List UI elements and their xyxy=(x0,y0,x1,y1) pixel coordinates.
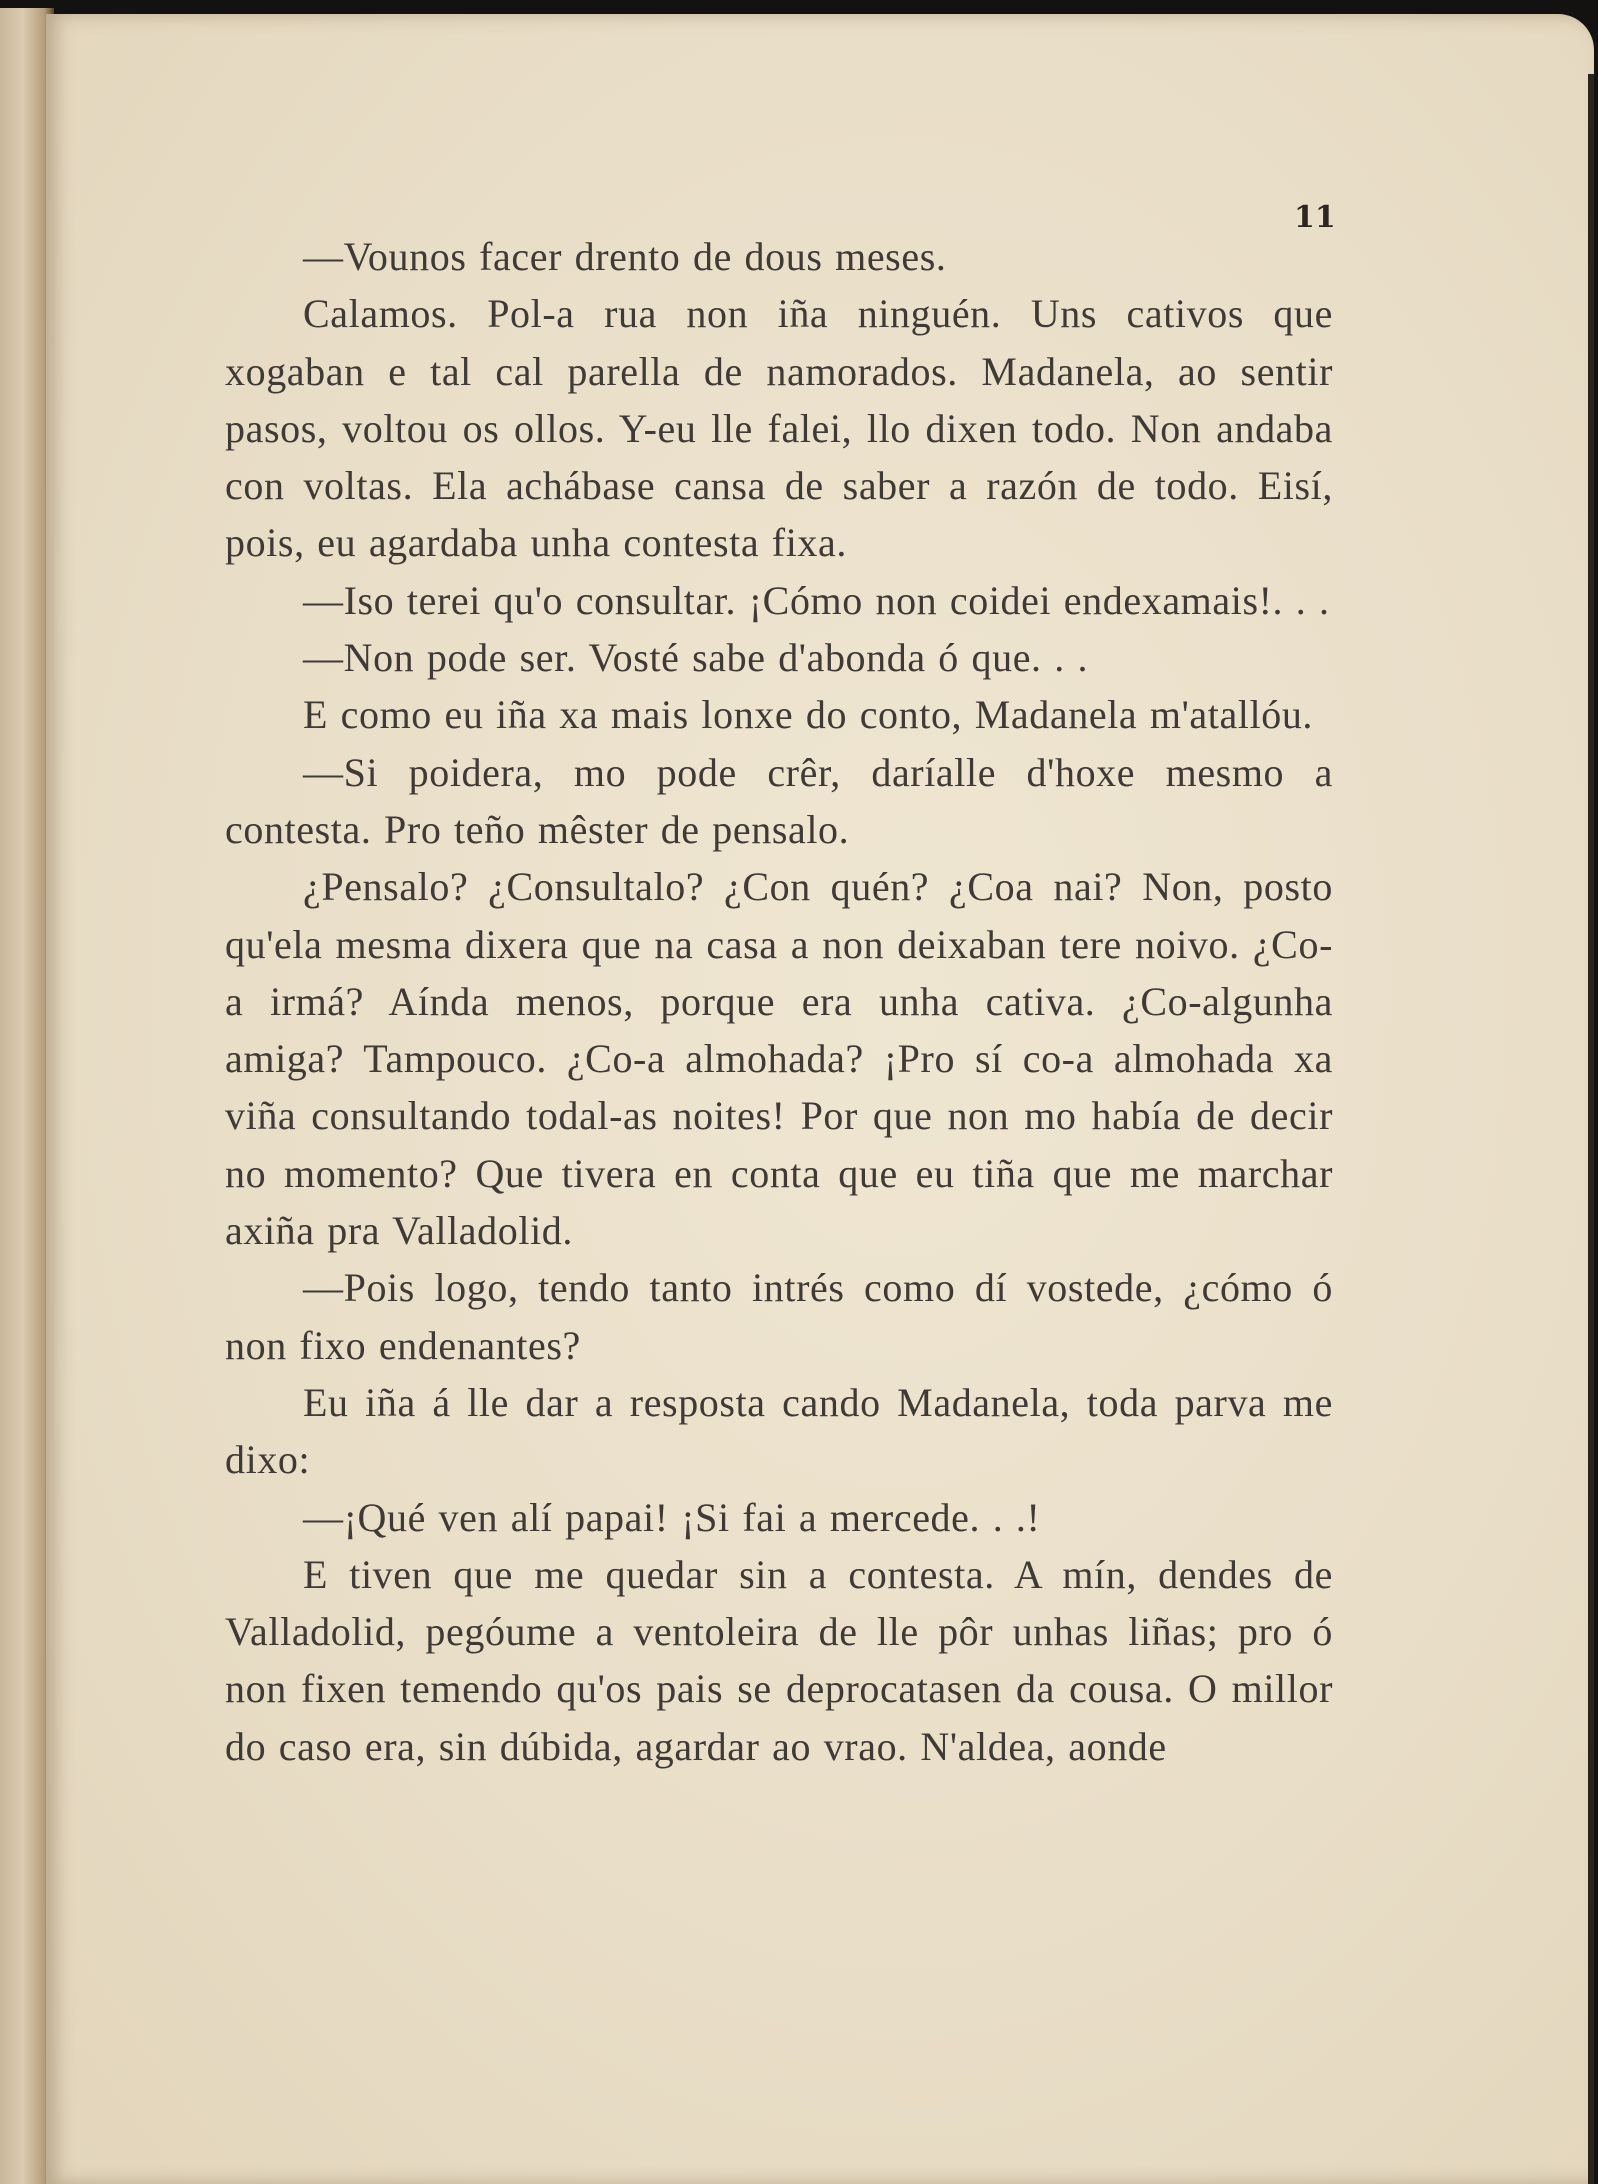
paragraph: E tiven que me quedar sin a contesta. A mín, dendes de Valladolid, pegóume a ventoleira de lle pôr unhas liñas; pro ó non fixen temendo qu'os pais se deprocatasen da cousa. O millor do caso era, sin dúbida, agardar ao vrao. N'aldea, aonde xyxy=(225,1551,1333,1769)
paragraph: —Pois logo, tendo tanto intrés como dí vostede, ¿cómo ó non fixo endenantes? xyxy=(225,1265,1333,1368)
page-right-shadow xyxy=(1588,74,1594,2184)
paragraph: —Si poidera, mo pode crêr, daríalle d'hoxe mesmo a contesta. Pro teño mêster de pensalo. xyxy=(225,749,1333,852)
paragraph: —Non pode ser. Vosté sabe d'abonda ó que. . . xyxy=(303,635,1089,681)
paragraph: Eu iña á lle dar a resposta cando Madanela, toda parva me dixo: xyxy=(225,1379,1333,1483)
body-text xyxy=(225,228,1333,1775)
paragraph: —Vounos facer drento de dous meses. xyxy=(303,234,947,279)
page-number: 11 xyxy=(1294,200,1336,235)
paragraph: —¡Qué ven alí papai! ¡Si fai a mercede. . .! xyxy=(303,1494,1041,1540)
paragraph: E como eu iña xa mais lonxe do conto, Madanela m'atallóu. xyxy=(303,692,1314,738)
paragraph: —Iso terei qu'o consultar. ¡Cómo non coidei endexamais!. . . xyxy=(303,577,1330,623)
paragraph: Calamos. Pol-a rua non iña ninguén. Uns cativos que xogaban e tal cal parella de namorados. Madanela, ao sentir pasos, voltou os ollos. Y-eu lle falei, llo dixen todo. Non andaba con voltas. Ela achábase cansa de saber a razón de todo. Eisí, pois, eu agardaba unha contesta fixa. xyxy=(225,291,1333,566)
paragraph: ¿Pensalo? ¿Consultalo? ¿Con quén? ¿Coa nai? Non, posto qu'ela mesma dixera que na casa a non deixaban tere noivo. ¿Co-a irmá? Aínda menos, porque era unha cativa. ¿Co-algunha amiga? Tampouco. ¿Co-a almohada? ¡Pro sí co-a almohada xa viña consultando todal-as noites! Por que non mo había de decir no momento? Que tivera en conta que eu tiña que me marchar axiña pra Valladolid. xyxy=(225,864,1333,1254)
